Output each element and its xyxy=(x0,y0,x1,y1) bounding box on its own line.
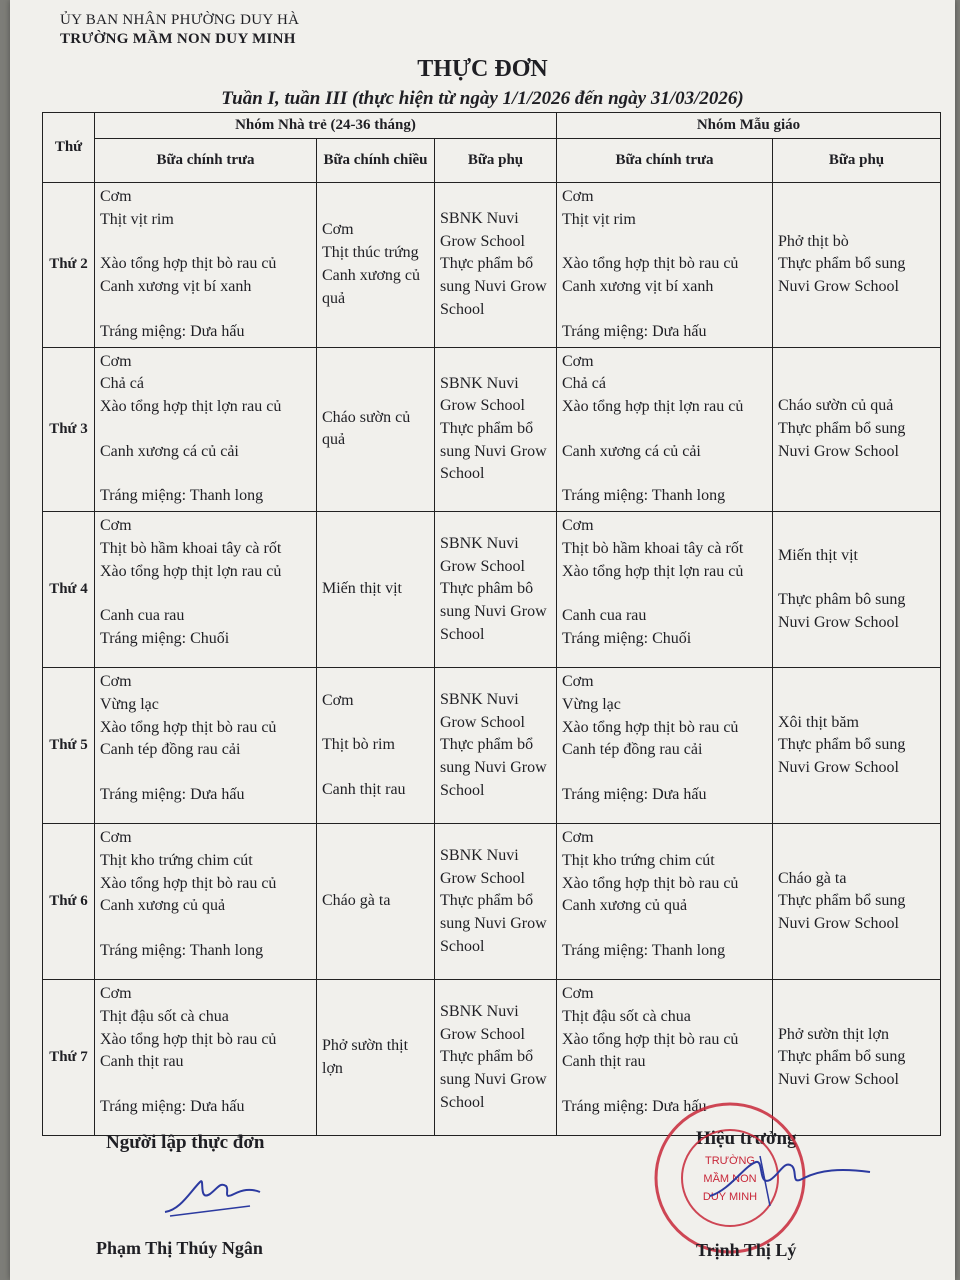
menu-line: Tráng miệng: Chuối xyxy=(562,630,692,648)
menu-line: Thịt vịt rim xyxy=(100,210,174,228)
kinder-lunch-cell xyxy=(557,347,773,512)
left-signature xyxy=(160,1172,270,1222)
menu-line: Tráng miệng: Dưa hấu xyxy=(562,786,707,804)
nursery-lunch-header: Bữa chính trưa xyxy=(95,139,317,183)
menu-line: SBNK Nuvi Grow School xyxy=(440,210,525,250)
menu-line xyxy=(322,712,430,734)
menu-line xyxy=(100,583,312,605)
menu-line: Thịt vịt rim xyxy=(562,210,636,228)
menu-line: Tráng miệng: Thanh long xyxy=(100,942,264,960)
menu-line: Phở sườn thịt lợn xyxy=(322,1036,409,1077)
menu-line: Cơm xyxy=(100,188,132,205)
menu-line: Tráng miệng: Dưa hấu xyxy=(100,786,245,804)
menu-line: Cháo sườn củ quả xyxy=(322,408,411,449)
org-line-1: ỦY BAN NHÂN PHƯỜNG DUY HÀ xyxy=(60,12,300,28)
right-signer-role: Hiệu trưởng xyxy=(696,1128,797,1149)
nursery-afternoon-cell xyxy=(317,183,435,348)
menu-line: Xào tổng hợp thịt lợn rau củ xyxy=(100,398,282,416)
menu-line: Tráng miệng: Dưa hấu xyxy=(562,322,707,340)
nursery-snack-cell xyxy=(435,824,557,980)
menu-line: Xào tổng hợp thịt bò rau củ xyxy=(562,1030,739,1048)
day-cell: Thứ 5 xyxy=(43,668,95,824)
menu-table-body xyxy=(43,183,941,1136)
menu-line: Thịt kho trứng chim cút xyxy=(562,851,715,869)
menu-line: Canh xương vịt bí xanh xyxy=(562,278,714,296)
menu-line: Tráng miệng: Thanh long xyxy=(562,487,726,505)
menu-line: Cháo gà ta xyxy=(322,892,391,910)
svg-text:MẦM NON: MẦM NON xyxy=(703,1173,757,1185)
document-page xyxy=(10,0,955,1280)
menu-line: Xào tổng hợp thịt lợn rau củ xyxy=(562,398,744,416)
kinder-snack-cell xyxy=(773,824,941,980)
table-row xyxy=(43,668,941,824)
menu-line: Xào tổng hợp thịt bò rau củ xyxy=(562,255,739,273)
menu-line: Tráng miệng: Dưa hấu xyxy=(562,1098,707,1116)
menu-line: SBNK Nuvi Grow School xyxy=(440,690,525,731)
day-cell: Thứ 2 xyxy=(43,183,95,348)
menu-line: Phở thịt bò xyxy=(778,232,849,250)
menu-line: Thịt bò rim xyxy=(322,736,395,754)
menu-line: Thực phẩm bổ sung Nuvi Grow School xyxy=(778,1048,906,1089)
menu-line xyxy=(100,918,312,940)
nursery-snack-cell xyxy=(435,183,557,348)
day-cell: Thứ 6 xyxy=(43,824,95,980)
menu-line: Thịt bò hầm khoai tây cà rốt xyxy=(100,539,282,557)
menu-line: Thịt kho trứng chim cút xyxy=(100,851,253,869)
menu-line: Xào tổng hợp thịt bò rau củ xyxy=(100,874,277,892)
menu-line xyxy=(562,463,768,485)
menu-line: Cơm xyxy=(562,188,594,205)
menu-line: Cháo sườn củ quả xyxy=(778,397,894,415)
kinder-snack-cell xyxy=(773,347,941,512)
menu-line: Thịt đậu sốt cà chua xyxy=(100,1007,229,1025)
menu-line: Canh xương cá củ cải xyxy=(100,442,239,460)
nursery-lunch-cell xyxy=(95,183,317,348)
menu-line: Canh xương củ quả xyxy=(100,897,226,915)
nursery-afternoon-cell xyxy=(317,347,435,512)
menu-line xyxy=(100,231,312,253)
menu-line: Thực phâm bô sung Nuvi Grow School xyxy=(440,580,547,643)
menu-line xyxy=(322,757,430,779)
svg-text:TRƯỜNG: TRƯỜNG xyxy=(705,1155,755,1167)
menu-line: Cơm xyxy=(322,691,354,709)
menu-line: Cơm xyxy=(100,829,132,847)
day-cell: Thứ 4 xyxy=(43,512,95,668)
nursery-snack-cell xyxy=(435,668,557,824)
day-cell: Thứ 7 xyxy=(43,980,95,1136)
menu-line: SBNK Nuvi Grow School xyxy=(440,1002,525,1043)
nursery-afternoon-cell xyxy=(317,824,435,980)
org-line-2: TRƯỜNG MẦM NON DUY MINH xyxy=(60,31,296,47)
kinder-lunch-header: Bữa chính trưa xyxy=(557,139,773,183)
nursery-snack-cell xyxy=(435,512,557,668)
kinder-snack-cell xyxy=(773,668,941,824)
kinder-lunch-cell xyxy=(557,183,773,348)
menu-line: Thịt bò hầm khoai tây cà rốt xyxy=(562,539,744,557)
menu-line: Chả cá xyxy=(562,375,606,393)
table-row xyxy=(43,183,941,348)
menu-line xyxy=(562,231,768,253)
menu-line xyxy=(562,583,768,605)
right-signer-name: Trịnh Thị Lý xyxy=(696,1240,797,1260)
kinder-snack-cell xyxy=(773,512,941,668)
nursery-group-header: Nhóm Nhà trẻ (24-36 tháng) xyxy=(95,113,557,139)
menu-line xyxy=(100,299,312,321)
kinder-lunch-cell xyxy=(557,512,773,668)
nursery-lunch-cell xyxy=(95,980,317,1136)
menu-line: Tráng miệng: Thanh long xyxy=(100,487,264,505)
menu-line xyxy=(562,299,768,321)
day-cell: Thứ 3 xyxy=(43,347,95,512)
menu-line: Tráng miệng: Dưa hấu xyxy=(100,1098,245,1116)
menu-line: SBNK Nuvi Grow School xyxy=(440,534,525,575)
menu-line: Vừng lạc xyxy=(100,695,159,713)
menu-line xyxy=(100,762,312,784)
svg-text:DUY MINH: DUY MINH xyxy=(702,1191,758,1203)
menu-line: Thực phẩm bổ sung Nuvi Grow School xyxy=(440,892,547,955)
menu-line: Cơm xyxy=(322,221,354,239)
menu-line: Tráng miệng: Thanh long xyxy=(562,942,726,960)
menu-line: Cơm xyxy=(100,352,132,370)
menu-line: Cơm xyxy=(562,985,594,1003)
left-signer-name: Phạm Thị Thúy Ngân xyxy=(96,1238,263,1258)
menu-line: Canh tép đồng rau cải xyxy=(562,741,703,759)
menu-line xyxy=(100,463,312,485)
menu-line: Xào tổng hợp thịt bò rau củ xyxy=(562,874,739,892)
kinder-snack-cell xyxy=(773,183,941,348)
menu-line: Xào tổng hợp thịt bò rau củ xyxy=(100,1030,277,1048)
menu-line: Thực phẩm bổ sung Nuvi Grow School xyxy=(778,736,906,777)
menu-line: Thực phẩm bổ sung Nuvi Grow School xyxy=(778,255,906,296)
nursery-lunch-cell xyxy=(95,668,317,824)
menu-line xyxy=(562,918,768,940)
menu-line: SBNK Nuvi Grow School xyxy=(440,846,525,887)
menu-line: Xào tổng hợp thịt lợn rau củ xyxy=(562,562,744,580)
menu-line: Canh cua rau xyxy=(100,607,185,625)
menu-line: Canh cua rau xyxy=(562,607,647,625)
menu-line: Xào tổng hợp thịt bò rau củ xyxy=(100,718,277,736)
menu-line: Xào tổng hợp thịt bò rau củ xyxy=(100,255,277,273)
nursery-afternoon-header: Bữa chính chiều xyxy=(317,139,435,183)
menu-line: Phở sườn thịt lợn xyxy=(778,1025,889,1043)
left-signer-role: Người lập thực đơn xyxy=(106,1132,265,1153)
menu-line: Thực phẩm bổ sung Nuvi Grow School xyxy=(778,892,906,933)
menu-line: Cơm xyxy=(562,352,594,370)
menu-line: Thịt đậu sốt cà chua xyxy=(562,1007,691,1025)
menu-line xyxy=(100,1074,312,1096)
menu-line: Tráng miệng: Dưa hấu xyxy=(100,322,245,340)
menu-line: Thịt thúc trứng xyxy=(322,244,419,262)
menu-line: Xào tổng hợp thịt bò rau củ xyxy=(562,718,739,736)
menu-line: Xôi thịt băm xyxy=(778,713,859,731)
menu-line: Miến thịt vịt xyxy=(778,546,858,564)
table-row xyxy=(43,512,941,668)
menu-line: Cơm xyxy=(562,673,594,691)
kinder-lunch-cell xyxy=(557,824,773,980)
nursery-snack-header: Bữa phụ xyxy=(435,139,557,183)
day-column-header: Thứ xyxy=(43,113,95,183)
nursery-snack-cell xyxy=(435,347,557,512)
menu-line: Canh tép đồng rau cải xyxy=(100,741,241,759)
menu-line: Canh xương cá củ cải xyxy=(562,442,701,460)
page-title: THỰC ĐƠN xyxy=(417,56,548,82)
table-header-group-row xyxy=(43,113,941,139)
nursery-lunch-cell xyxy=(95,347,317,512)
menu-line: Cơm xyxy=(100,517,132,535)
menu-line: Thực phâm bô sung Nuvi Grow School xyxy=(778,591,906,632)
menu-line: Canh xương củ quả xyxy=(562,897,688,915)
kinder-lunch-cell xyxy=(557,668,773,824)
table-header-sub-row xyxy=(43,139,941,183)
menu-line: Canh thịt rau xyxy=(322,781,406,799)
menu-line: Canh thịt rau xyxy=(562,1053,646,1071)
kinder-group-header: Nhóm Mẫu giáo xyxy=(557,113,941,139)
menu-line: Xào tổng hợp thịt lợn rau củ xyxy=(100,562,282,580)
menu-line: Tráng miệng: Chuối xyxy=(100,630,230,648)
nursery-afternoon-cell xyxy=(317,512,435,668)
menu-line: Canh xương vịt bí xanh xyxy=(100,278,252,296)
kinder-snack-header: Bữa phụ xyxy=(773,139,941,183)
menu-line: Cơm xyxy=(100,673,132,691)
nursery-lunch-cell xyxy=(95,824,317,980)
right-signature xyxy=(700,1146,880,1216)
menu-line: Thực phẩm bổ sung Nuvi Grow School xyxy=(440,736,547,799)
menu-line: Thực phẩm bổ sung Nuvi Grow School xyxy=(440,420,547,483)
nursery-afternoon-cell xyxy=(317,668,435,824)
menu-line xyxy=(562,762,768,784)
menu-line: Chả cá xyxy=(100,375,144,393)
menu-table xyxy=(42,112,941,1136)
nursery-lunch-cell xyxy=(95,512,317,668)
menu-line: Canh xương củ quả xyxy=(322,266,421,307)
menu-line: SBNK Nuvi Grow School xyxy=(440,374,525,415)
menu-line: Canh thịt rau xyxy=(100,1053,184,1071)
menu-line xyxy=(778,567,936,589)
menu-line xyxy=(100,419,312,441)
menu-line xyxy=(562,419,768,441)
nursery-afternoon-cell xyxy=(317,980,435,1136)
menu-line: Cơm xyxy=(562,829,594,847)
menu-line: Miến thịt vịt xyxy=(322,580,402,598)
nursery-snack-cell xyxy=(435,980,557,1136)
menu-line: Thực phẩm bổ sung Nuvi Grow School xyxy=(778,420,906,460)
menu-line xyxy=(562,1074,768,1096)
menu-line: Cháo gà ta xyxy=(778,869,847,887)
menu-line: Thực phẩm bổ sung Nuvi Grow School xyxy=(440,255,547,318)
page-subtitle: Tuần I, tuần III (thực hiện từ ngày 1/1/2026 đến ngày 31/03/2026) xyxy=(221,88,744,109)
table-row xyxy=(43,347,941,512)
menu-line: Cơm xyxy=(100,985,132,1003)
menu-line: Vừng lạc xyxy=(562,695,621,713)
table-row xyxy=(43,824,941,980)
menu-line: Thực phẩm bổ sung Nuvi Grow School xyxy=(440,1048,547,1111)
menu-line: Cơm xyxy=(562,517,594,535)
